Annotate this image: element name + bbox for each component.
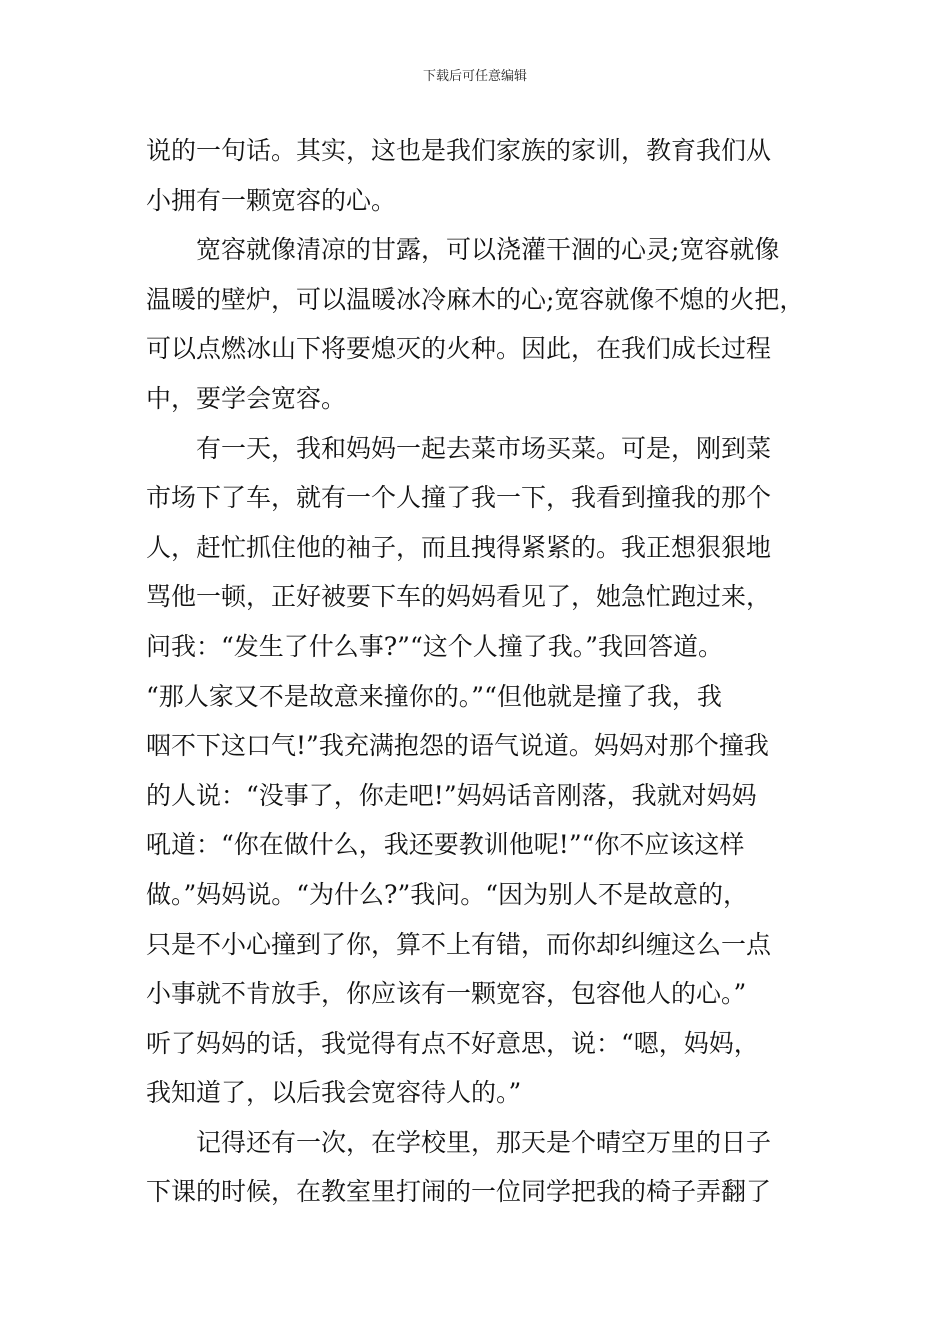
text-line: 小事就不肯放手，你应该有一颗宽容，包容他人的心。”	[146, 979, 747, 1009]
text-line: 可以点燃冰山下将要熄灭的火种。因此，在我们成长过程	[146, 334, 772, 364]
paragraph-first-line: 有一天，我和妈妈一起去菜市场买菜。可是，刚到菜	[196, 433, 772, 463]
text-line: 我知道了，以后我会宽容待人的。”	[146, 1078, 522, 1108]
text-line: “那人家又不是故意来撞你的。”“但他就是撞了我，我	[146, 681, 722, 711]
text-line: 温暖的壁炉，可以温暖冰冷麻木的心;宽容就像不熄的火把，	[146, 284, 805, 314]
text-line: 人，赶忙抓住他的袖子，而且拽得紧紧的。我正想狠狠地	[146, 532, 772, 562]
text-line: 问我：“发生了什么事?”“这个人撞了我。”我回答道。	[146, 631, 724, 661]
text-line: 骂他一顿，正好被要下车的妈妈看见了，她急忙跑过来，	[146, 582, 772, 612]
text-line: 下课的时候，在教室里打闹的一位同学把我的椅子弄翻了	[146, 1177, 772, 1207]
text-line: 吼道：“你在做什么，我还要教训他呢!”“你不应该这样	[146, 830, 745, 860]
text-line: 市场下了车，就有一个人撞了我一下，我看到撞我的那个	[146, 483, 772, 513]
paragraph-first-line: 记得还有一次，在学校里，那天是个晴空万里的日子	[196, 1127, 772, 1157]
text-line: 听了妈妈的话，我觉得有点不好意思，说：“嗯，妈妈，	[146, 1028, 759, 1058]
text-line: 咽不下这口气!”我充满抱怨的语气说道。妈妈对那个撞我	[146, 731, 769, 761]
text-line: 做。”妈妈说。“为什么?”我问。“因为别人不是故意的，	[146, 879, 749, 909]
text-line: 小拥有一颗宽容的心。	[146, 185, 397, 215]
page-header: 下载后可任意编辑	[422, 69, 527, 84]
text-line: 中，要学会宽容。	[146, 383, 347, 413]
text-line: 只是不小心撞到了你，算不上有错，而你却纠缠这么一点	[146, 929, 772, 959]
paragraph-first-line: 宽容就像清凉的甘露，可以浇灌干涸的心灵;宽容就像	[196, 235, 780, 265]
document-body	[146, 126, 816, 1217]
text-line: 的人说：“没事了，你走吧!”妈妈话音刚落，我就对妈妈	[146, 780, 757, 810]
text-line: 说的一句话。其实，这也是我们家族的家训，教育我们从	[146, 136, 772, 165]
